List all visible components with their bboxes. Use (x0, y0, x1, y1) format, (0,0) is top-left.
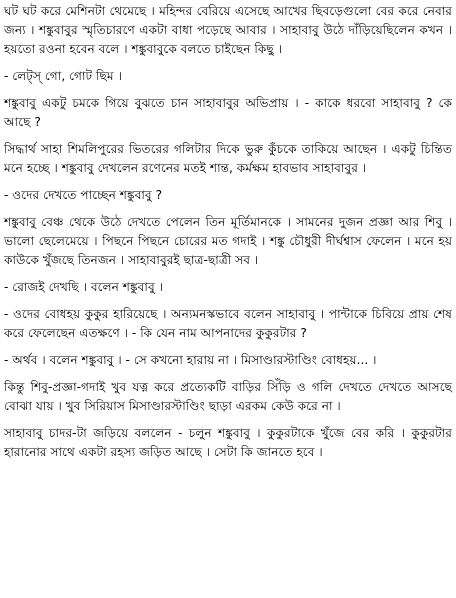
paragraph-3: শঙ্কুবাবু একটু চমকে গিয়ে বুঝতে চান সাহাবাবুর অভিপ্রায় । - কাকে ধরবো সাহাবাবু ? কে আছে ? (4, 96, 452, 129)
paragraph-5: - ওদের দেখতে পাচ্ছেন শঙ্কুবাবু ? (4, 188, 163, 202)
paragraph-8: - ওদের বোধহয় কুকুর হারিয়েছে । অন্যমনস্কভাবে বলেন সাহাবাবু । পান্টাকে চিবিয়ে প্রায় শেষ করে ফেলেছেন এতক্ষণে । - কি যেন নাম আপনাদের কুকুরটার ? (4, 307, 452, 340)
paragraph-1: ঘট ঘট করে মেশিনটা থেমেছে । মহিন্দর বেরিয়ে এসেছে আখের ছিবড়েগুলো বের করে নেবার জন্য । শঙ্কুবাবুর স্মৃতিচারণে একটা বাধা পড়েছে আবার । সাহাবাবু উঠে দাঁড়িয়েছিলেন কখন । হয়তো রওনা হবেন বলে । শঙ্কুবাবুকে বলতে চাইছেন কিছু । (4, 4, 452, 56)
paragraph-11: সাহাবাবু চাদর-টা জড়িয়ে বললেন - চলুন শঙ্কুবাবু । কুকুরটাকে খুঁজে বের করি । কুকুরটার হারানোর সাথে একটা রহস্য জড়িত আছে । সেটা কি জানতে হবে । (4, 426, 452, 459)
paragraph-9: - অর্থব । বলেন শঙ্কুবাবু । - সে কখনো হারায় না । মিসাণ্ডারস্টাণ্ডিং বোধহয়... । (4, 353, 377, 367)
paragraph-7: - রোজই দেখছি । বলেন শঙ্কুবাবু । (4, 280, 163, 294)
paragraph-2: - লেট্‌স্‌ গো, গোট ছিম । (4, 69, 122, 83)
document-page (4, 2, 452, 462)
paragraph-10: কিন্তু শিবু-প্রজ্ঞা-গদাই খুব যত্ন করে প্রত্যেকটি বাড়ির সিঁড়ি ও গলি দেখতে দেখতে আসছে বোঝা যায় । খুব সিরিয়াস মিসাণ্ডারস্টাণ্ডিং ছাড়া এরকম কেউ করে না । (4, 380, 452, 413)
paragraph-6: শঙ্কুবাবু বেঞ্চ থেকে উঠে দেখতে পেলেন তিন মূর্তিমানকে । সামনের দুজন প্রজ্ঞা আর শিবু । ভালো ছেলেমেয়ে । পিছনে পিছনে চোরের মত গদাই । শঙ্কু চৌধুরী দীর্ঘশ্বাস ফেলেন । মনে হয় কাউকে খুঁজছে তিনজন । সাহাবাবুরই ছাত্র-ছাত্রী সব । (4, 215, 452, 267)
paragraph-4: সিদ্ধার্থ সাহা শিমলিপুরের ভিতরের গলিটার দিকে ভুরু কুঁচকে তাকিয়ে আছেন । একটু চিন্তিত মনে হচ্ছে । শঙ্কুবাবু দেখলেন রণেনের মতই শান্ত, কর্মক্ষম হাবভাব সাহাবাবুর । (4, 142, 452, 175)
